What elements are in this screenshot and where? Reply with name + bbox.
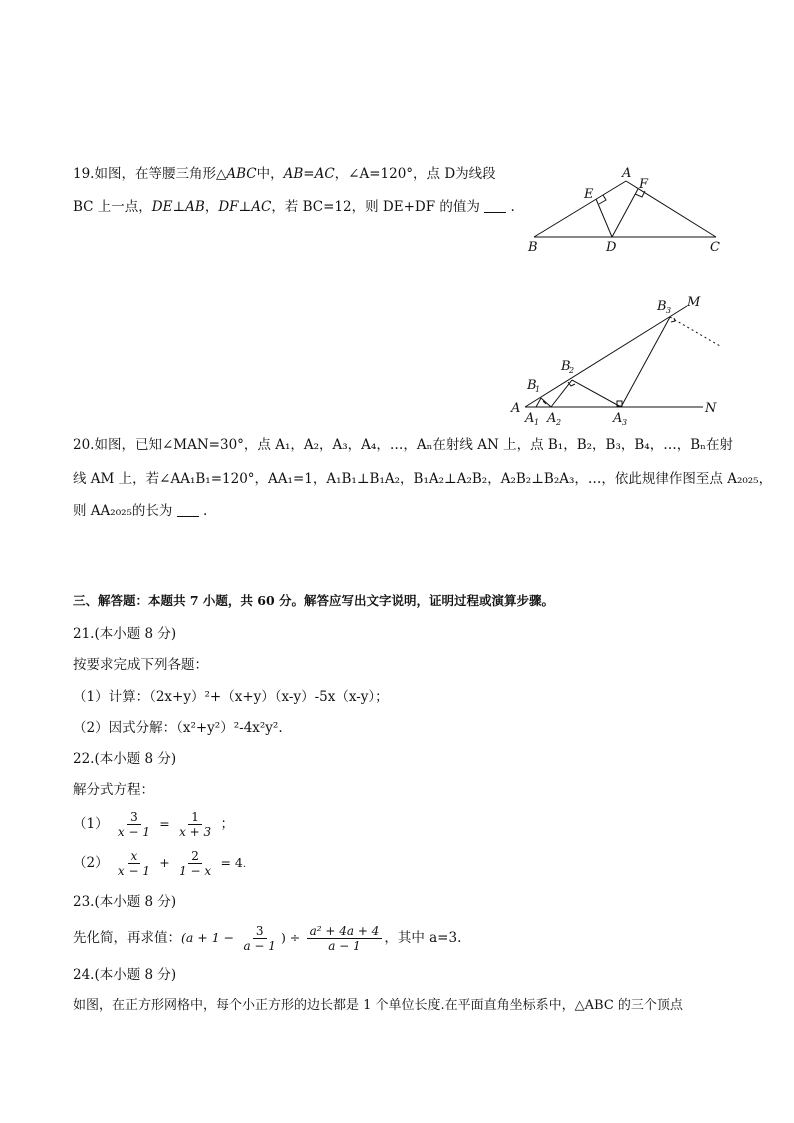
- fig19-label-f: F: [639, 177, 649, 192]
- q20-line3: [73, 502, 207, 520]
- fig20-label-b3: B: [657, 299, 667, 314]
- q19-line2: [73, 198, 515, 216]
- figure-20-rays: [505, 288, 745, 428]
- fig19-side-ab: [534, 181, 626, 237]
- q22-p2-equals: = 4: [220, 855, 243, 870]
- fig20-right-angle-2: [568, 382, 575, 386]
- fig20-label-a1: A: [525, 411, 535, 426]
- q19-period: .: [510, 199, 515, 215]
- fig20-sub-a3: 3: [622, 418, 628, 427]
- section3-heading: 三、解答题：本题共 7 小题，共 60 分。解答应写出文字说明，证明过程或演算步骤。: [73, 593, 555, 608]
- fig20-sub-b1: 1: [535, 385, 541, 394]
- fig20-seg-b1a2: [541, 398, 551, 407]
- fig20-sub-b3: 3: [666, 306, 672, 315]
- q19-line2-b: ，若 BC=12，则 DE+DF 的值为: [271, 199, 480, 215]
- q20-line1: 20.如图，已知∠MAN=30°，点 A₁，A₂，A₃，A₄，…，Aₙ在射线 AN 上，点 B₁，B₂，B₃，B₄，…，Bₙ在射: [73, 437, 733, 453]
- fig19-label-a: A: [622, 166, 632, 181]
- fig20-label-b2: B: [561, 359, 571, 374]
- q22-p2-fraction-1: $\frac{x}{x - 1}$: [117, 849, 150, 878]
- fig20-sub-a1: 1: [534, 418, 540, 427]
- fig20-label-b1: B: [527, 378, 537, 393]
- q21-part2: （2）因式分解：（x²+y²）²-4x²y².: [73, 720, 283, 736]
- q22-heading: 22.(本小题 8 分): [73, 751, 177, 767]
- q22-p1-label: （1）: [73, 816, 109, 832]
- figure-19-triangle: [520, 160, 730, 255]
- q19-abc: ABC: [226, 166, 257, 182]
- q19-answer-blank[interactable]: [484, 200, 506, 213]
- q23-expr-a: (a + 1 −: [181, 930, 235, 945]
- q23-lead: 先化简，再求值：: [73, 930, 181, 946]
- fig19-label-b: B: [528, 240, 538, 255]
- q19-line2-a: BC 上一点，: [73, 199, 152, 215]
- fig20-right-angle-4: [671, 318, 675, 322]
- fig20-dotted-continuation: [670, 317, 720, 346]
- fig20-label-n: N: [705, 401, 717, 416]
- q22-intro: 解分式方程：: [73, 782, 154, 798]
- q19-de: DE⊥AB: [151, 199, 205, 215]
- q22-p1-fraction-2: $\frac{1}{x + 3}$: [179, 810, 212, 839]
- fig19-label-c: C: [710, 240, 720, 255]
- fig20-seg-b2a3: [572, 380, 621, 407]
- q21-part1: （1）计算：（2x+y）²+（x+y）（x-y）-5x（x-y）；: [73, 689, 389, 705]
- q22-p1-equals: =: [159, 816, 170, 831]
- q23-heading: 23.(本小题 8 分): [73, 894, 177, 910]
- q22-p1-end: ；: [220, 816, 234, 832]
- q19-text-prefix: 19.如图，在等腰三角形△: [73, 166, 227, 182]
- fig20-label-a2: A: [547, 411, 557, 426]
- q22-p1-fraction-1: $\frac{3}{x - 1}$: [117, 810, 150, 839]
- q23-fraction-2: $\frac{\text{a² + 4a + 4}}{a - 1}$: [307, 924, 383, 953]
- fig20-seg-a3b3: [621, 317, 670, 407]
- q22-p2-fraction-2: $\frac{2}{1 - x}$: [179, 849, 212, 878]
- q23-expression: [73, 920, 461, 956]
- q19-condition: AB=AC: [283, 166, 335, 182]
- q19-line1: [73, 165, 496, 183]
- q22-p2-end: .: [242, 859, 247, 870]
- q24-heading: 24.(本小题 8 分): [73, 967, 177, 983]
- fig20-sub-b2: 2: [569, 366, 575, 375]
- q20-period: .: [203, 503, 208, 519]
- q19-angle: ，∠A=120°，点 D为线段: [334, 166, 496, 182]
- q22-part1: [73, 806, 234, 842]
- q21-intro: 按要求完成下列各题：: [73, 657, 208, 673]
- q23-expr-b: ) ÷: [280, 930, 301, 945]
- q23-fraction-1: $\frac{3}{a - 1}$: [243, 924, 276, 953]
- fig20-sub-a2: 2: [556, 418, 562, 427]
- fig19-label-e: E: [584, 187, 594, 202]
- fig19-segment-de: [596, 199, 612, 237]
- fig20-label-m: M: [687, 295, 701, 310]
- q22-p2-label: （2）: [73, 855, 109, 871]
- fig19-label-d: D: [606, 240, 617, 255]
- fig20-label-a: A: [511, 401, 521, 416]
- q21-heading: 21.(本小题 8 分): [73, 626, 177, 642]
- q22-part2: [73, 845, 246, 883]
- q20-line3-text: 则 AA₂₀₂₅的长为: [73, 503, 173, 519]
- fig19-segment-df: [612, 189, 638, 237]
- q20-line2: 线 AM 上，若∠AA₁B₁=120°，AA₁=1，A₁B₁⊥B₁A₂，B₁A₂⊥A₂B₂，A₂B₂⊥B₂A₃，…，依此规律作图至点 A₂₀₂₅，: [73, 471, 773, 487]
- q22-p2-plus: +: [159, 855, 170, 870]
- q19-text-mid: 中，: [256, 166, 284, 182]
- q20-answer-blank[interactable]: [177, 504, 199, 517]
- q19-df: DF⊥AC: [218, 199, 272, 215]
- fig20-ray-am: [525, 306, 687, 407]
- q23-tail: ，其中 a=3.: [384, 930, 462, 946]
- fig20-label-a3: A: [613, 411, 623, 426]
- q19-comma: ，: [204, 199, 219, 215]
- q24-line1: 如图，在正方形网格中，每个小正方形的边长都是 1 个单位长度.在平面直角坐标系中，△ABC 的三个顶点: [73, 998, 683, 1013]
